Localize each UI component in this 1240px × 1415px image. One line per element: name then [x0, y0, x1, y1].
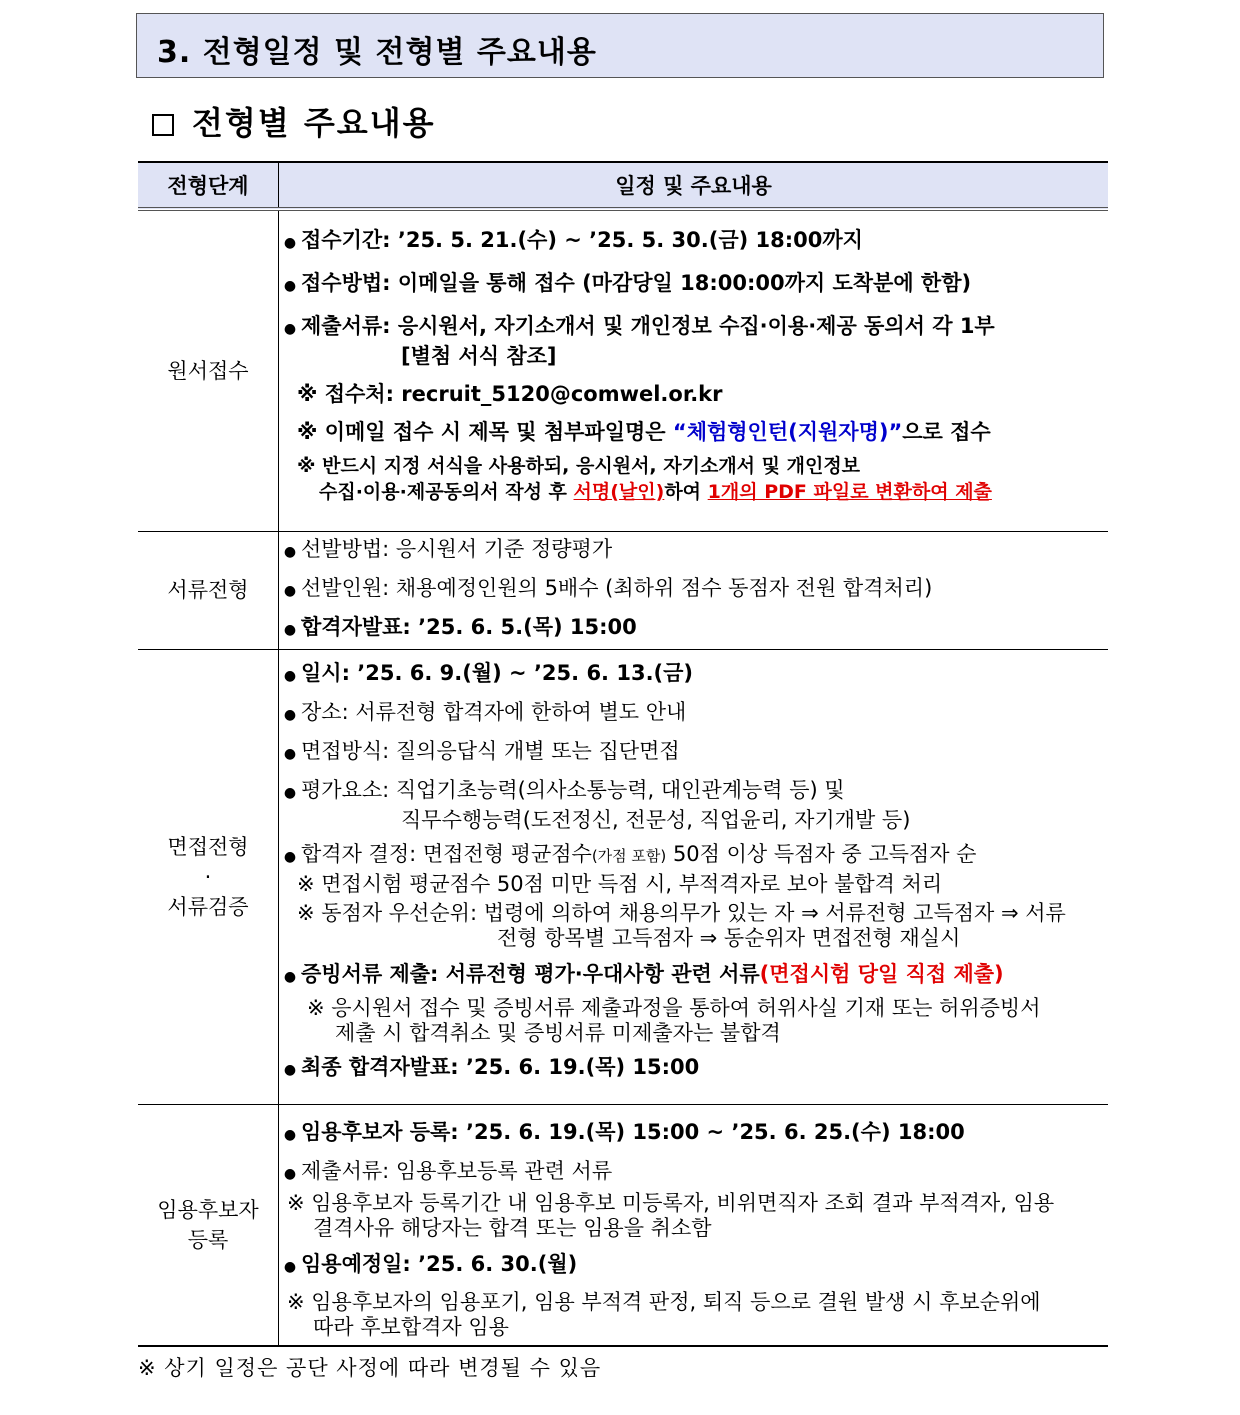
bullet-text-line: 최종 합격자발표: ’25. 6. 19.(목) 15:00	[301, 1054, 700, 1079]
stage-line: 임용후보자	[157, 1197, 259, 1222]
bullet-text	[301, 1156, 1108, 1186]
bullet-text-part: 증빙서류 제출: 서류전형 평가·우대사항 관련 서류	[301, 961, 760, 986]
bullet-line	[279, 839, 1108, 872]
bullet-text-line: 접수기간: ’25. 5. 21.(수) ~ ’25. 5. 30.(금) 18:00까지	[301, 228, 863, 252]
note-part: 으로 접수	[902, 420, 991, 444]
section-title: 3. 전형일정 및 전형별 주요내용	[157, 35, 597, 70]
table-row	[138, 649, 1108, 1104]
note-line: ※ 동점자 우선순위: 법령에 의하여 채용의무가 있는 자 ⇒ 서류전형 고득점자 ⇒ 서류	[297, 900, 1066, 925]
header-content: 일정 및 주요내용	[279, 162, 1109, 209]
bullet-text-line: 임용후보자 등록: ’25. 6. 19.(목) 15:00 ~ ’25. 6. 25.(수) 18:00	[301, 1119, 965, 1144]
note-line: ※ 접수처: recruit_5120@comwel.or.kr	[297, 382, 723, 406]
content-item	[279, 268, 1108, 301]
bullet-dot-icon: ●	[283, 848, 297, 865]
bullet-text	[301, 573, 1108, 603]
bullet-text	[301, 1052, 1108, 1082]
note-highlight: “체험형인턴(지원자명)”	[672, 420, 903, 444]
bullet-text	[301, 839, 1108, 871]
stage-label	[138, 575, 278, 605]
bullet-dot-icon: ●	[283, 582, 297, 599]
bullet-text-part: 합격자 결정: 면접전형 평균점수	[301, 841, 592, 866]
bullet-line	[279, 1249, 1108, 1282]
content-cell	[279, 209, 1109, 531]
content-cell	[279, 1104, 1109, 1346]
bullet-text-line: 접수방법: 이메일을 통해 접수 (마감당일 18:00:00까지 도착분에 한함)	[301, 271, 972, 295]
note-text	[287, 1191, 1108, 1241]
note-part: ※ 이메일 접수 시 제목 및 첨부파일명은	[297, 420, 673, 444]
content-item	[279, 225, 1108, 258]
bullet-dot-icon: ●	[283, 1061, 297, 1078]
note-line: ※ 면접시험 평균점수 50점 미만 득점 시, 부적격자로 보아 불합격 처리	[297, 871, 943, 896]
stage-line: ·	[204, 864, 212, 889]
bullet-text	[301, 736, 1108, 766]
bullet-text-line: 임용예정일: ’25. 6. 30.(월)	[301, 1251, 578, 1276]
bullet-text	[301, 775, 1108, 835]
stage-line: 면접전형	[167, 834, 249, 859]
schedule-table	[138, 161, 1108, 1347]
pdf-highlight: 1개의 PDF 파일로 변환하여 제출	[707, 481, 992, 503]
table-row	[138, 1104, 1108, 1346]
subtitle-text: 전형별 주요내용	[192, 104, 436, 142]
stage-line: 서류검증	[167, 894, 249, 919]
bullet-text	[301, 268, 1108, 298]
bullet-line	[279, 736, 1108, 769]
bullet-text-line: 장소: 서류전형 합격자에 한하여 별도 안내	[301, 699, 687, 724]
content-item	[279, 417, 1108, 447]
bullet-text-small: (가점 포함)	[591, 846, 667, 865]
header-stage: 전형단계	[138, 162, 279, 209]
content-item	[279, 1191, 1108, 1241]
bullet-text	[301, 658, 1108, 688]
bullet-dot-icon: ●	[283, 621, 297, 638]
bullet-text	[301, 1117, 1108, 1147]
content-item	[279, 901, 1108, 951]
bullet-line	[279, 959, 1108, 992]
content-item	[279, 736, 1108, 769]
bullet-text-line: 제출서류: 응시원서, 자기소개서 및 개인정보 수집·이용·제공 동의서 각 1부	[301, 314, 995, 338]
note-text	[287, 1290, 1108, 1340]
bullet-line	[279, 697, 1108, 730]
stage-cell	[138, 531, 279, 649]
bullet-line	[279, 225, 1108, 258]
bullet-text-part: 50점 이상 득점자 중 고득점자 순	[666, 841, 977, 866]
content-item	[279, 534, 1108, 567]
subsection-title	[152, 98, 436, 144]
stage-cell	[138, 209, 279, 531]
content-item	[279, 379, 1108, 409]
content-item	[279, 658, 1108, 691]
content-item	[279, 996, 1108, 1046]
note-line: 전형 항목별 고득점자 ⇒ 동순위자 면접전형 재실시	[497, 925, 961, 950]
content-item	[279, 311, 1108, 371]
stage-line: 등록	[187, 1227, 229, 1252]
stage-label	[138, 832, 278, 922]
bullet-text-red: (면접시험 당일 직접 제출)	[759, 961, 1004, 986]
bullet-dot-icon: ●	[283, 1258, 297, 1275]
note-line: ※ 임용후보자 등록기간 내 임용후보 미등록자, 비위면직자 조회 결과 부적격자, 임용	[287, 1190, 1055, 1215]
content-item	[279, 839, 1108, 872]
checkbox-square-icon	[152, 114, 174, 136]
sign-highlight: 서명(날인)	[573, 481, 665, 503]
note-text	[297, 417, 1108, 447]
content-item	[279, 959, 1108, 992]
bullet-line	[279, 658, 1108, 691]
bullet-line	[279, 775, 1108, 835]
note-line	[297, 479, 1108, 505]
bullet-text	[301, 959, 1108, 989]
bullet-line	[279, 612, 1108, 645]
bullet-text-line: 직무수행능력(도전정신, 전문성, 직업윤리, 자기개발 등)	[401, 807, 911, 832]
note-line: ※ 응시원서 접수 및 증빙서류 제출과정을 통하여 허위사실 기재 또는 허위증빙서	[307, 995, 1041, 1020]
bullet-line	[279, 1156, 1108, 1189]
bullet-text-line: 제출서류: 임용후보등록 관련 서류	[301, 1158, 613, 1183]
note-line: 따라 후보합격자 임용	[313, 1314, 509, 1339]
stage-label	[138, 356, 278, 386]
bullet-dot-icon: ●	[283, 235, 297, 251]
section-header	[136, 13, 1104, 78]
bullet-text-line: 합격자발표: ’25. 6. 5.(목) 15:00	[301, 614, 637, 639]
note-text	[297, 872, 1108, 897]
bullet-dot-icon: ●	[283, 745, 297, 762]
note-text	[297, 453, 1108, 505]
note-part: 하여	[664, 481, 708, 503]
content-item	[279, 1249, 1108, 1282]
note-line: 결격사유 해당자는 합격 또는 임용을 취소함	[313, 1215, 712, 1240]
bullet-text-line: [별첨 서식 참조]	[401, 344, 557, 368]
bullet-text-line: 일시: ’25. 6. 9.(월) ~ ’25. 6. 13.(금)	[301, 660, 694, 685]
bullet-text	[301, 311, 1108, 371]
note-line: 제출 시 합격취소 및 증빙서류 미제출자는 불합격	[335, 1020, 781, 1045]
bullet-line	[279, 1117, 1108, 1150]
bullet-text	[301, 1249, 1108, 1279]
bullet-text-line: 선발인원: 채용예정인원의 5배수 (최하위 점수 동점자 전원 합격처리)	[301, 575, 933, 600]
bullet-text	[301, 534, 1108, 564]
table-row	[138, 531, 1108, 649]
content-item	[279, 697, 1108, 730]
content-cell	[279, 531, 1109, 649]
table-header-row	[138, 162, 1108, 209]
stage-cell	[138, 649, 279, 1104]
bullet-text	[301, 612, 1108, 642]
bullet-line	[279, 573, 1108, 606]
bullet-text-line: 선발방법: 응시원서 기준 정량평가	[301, 536, 613, 561]
bullet-dot-icon: ●	[283, 968, 297, 985]
stage-label	[138, 1195, 278, 1255]
bullet-dot-icon: ●	[283, 706, 297, 723]
content-item	[279, 872, 1108, 897]
bullet-text-line: 평가요소: 직업기초능력(의사소통능력, 대인관계능력 등) 및	[301, 777, 845, 802]
stage-cell	[138, 1104, 279, 1346]
content-item	[279, 453, 1108, 505]
content-item	[279, 1052, 1108, 1085]
bullet-line	[279, 1052, 1108, 1085]
bullet-text-line: 면접방식: 질의응답식 개별 또는 집단면접	[301, 738, 680, 763]
content-item	[279, 612, 1108, 645]
bullet-line	[279, 534, 1108, 567]
stage-line: 원서접수	[167, 358, 249, 383]
content-item	[279, 573, 1108, 606]
table-row	[138, 209, 1108, 531]
bullet-text	[301, 697, 1108, 727]
note-text	[297, 379, 1108, 409]
bullet-dot-icon: ●	[283, 1165, 297, 1182]
bullet-dot-icon: ●	[283, 1126, 297, 1143]
stage-line: 서류전형	[167, 578, 249, 602]
bullet-dot-icon: ●	[283, 543, 297, 560]
note-line: ※ 임용후보자의 임용포기, 임용 부적격 판정, 퇴직 등으로 결원 발생 시 후보순위에	[287, 1289, 1041, 1314]
note-line: ※ 반드시 지정 서식을 사용하되, 응시원서, 자기소개서 및 개인정보	[297, 455, 861, 477]
bullet-line	[279, 311, 1108, 371]
content-item	[279, 1117, 1108, 1150]
content-item	[279, 775, 1108, 835]
content-item	[279, 1156, 1108, 1189]
bullet-text	[301, 225, 1108, 255]
content-item	[279, 1290, 1108, 1340]
note-part: 수집·이용·제공동의서 작성 후	[319, 481, 574, 503]
bullet-dot-icon: ●	[283, 321, 297, 337]
bullet-dot-icon: ●	[283, 278, 297, 294]
bullet-dot-icon: ●	[283, 667, 297, 684]
note-text	[297, 901, 1108, 951]
footnote: ※ 상기 일정은 공단 사정에 따라 변경될 수 있음	[138, 1356, 602, 1380]
content-cell	[279, 649, 1109, 1104]
bullet-line	[279, 268, 1108, 301]
bullet-dot-icon: ●	[283, 784, 297, 801]
note-text	[307, 996, 1108, 1046]
